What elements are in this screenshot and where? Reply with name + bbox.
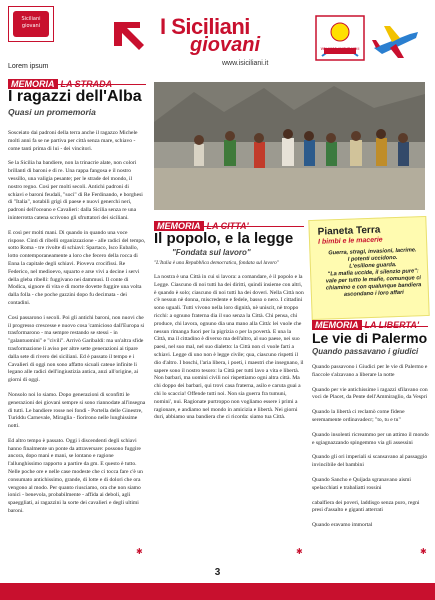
logo-caption: Lorem ipsum [8, 63, 49, 70]
airplane-icon [370, 18, 422, 64]
category-label: LA CITTA' [206, 221, 249, 231]
article2-body [154, 274, 304, 429]
paragraph: Quando insolenti ricreammo per un attimo il mondo e sgiagnazzando spingemmo via gli assessini [312, 431, 429, 446]
paragraph: E così per molti mani. Di quando in quando una voce rispose. Cinti di ribelli organizzazione - alle radici del tempo, sotto Roma - tre rivolte di schiavi: Spartaco, Isco Euballo, lotto contemporaneamente a loro che fecero della rocca di Enna la capitale degli schiavi. Pioveva crocifissi. Re Federico, nel medioevo, squarto e arse vivi a decine i servi della gleba ribelli: fuggivano nei dammusi. Il conte di Modica, signore di vita e di morte dovette fuggire una volta dalla folla - che poche gazzini dopo fu decimata - dei contadini. [8, 229, 146, 306]
paragraph: cabalfiera dei poveri, laddisgo senza puro, regni presi d'assalto e giganti atterrati [312, 499, 420, 514]
article1-subtitle: Quasi un promemoria [8, 107, 96, 117]
pianeta-terra-box [308, 216, 429, 320]
box-line: I potenti uccidono. [347, 255, 398, 263]
page-number: 3 [214, 567, 221, 578]
box-subtitle: I bimbi e le macerie [317, 236, 383, 246]
paragraph: Ed altro tempo è passato. Oggi i discendenti degli schiavi hanno finalmente un ponte da attraversare: possono fuggire ancora, dopo mani e mani, se lontano e ragione l'allunghissimo rapporto a partire da gm. E questo è tutto. Nelle poche ore e nelle case modeste che ci tocca fare c'è un consumato antichissimo, grande, di lotte e di dolori che ora vengono al modo. Per quanto riusciamo, ora che non siamo ionici - benevola, probabilmente - affida ai deboli, agli spaeggliati, ai ragazzini la sorte dei cavalieri e degli ultimi baroni. [8, 437, 143, 515]
paragraph: Quando gli ori imperiali si scansavano al passaggio invincibile del bambini [312, 454, 428, 469]
category-tag: MEMORIA [154, 221, 204, 231]
article2-quote: "L'Italia è una Repubblica democratica, fondata sul lavoro" [154, 260, 279, 266]
box-line: vale per tutto le mafie, comunque ci chiamino e con qualunque bandiera ascondano i loro affari [325, 275, 422, 298]
children-ruins-image [154, 82, 425, 210]
paragraph: Quando per vie antichissime i ragazzi sfilavano con voci de Placet, da Pente dell'Ammiraglio, da Vespri [312, 386, 428, 401]
end-mark-icon: ✱ [136, 547, 143, 556]
box-line: "La mafia uccide, il silenzio pure": [327, 268, 419, 278]
right-logo-text: VOLIAMO ANCHE NOI I SICILIANI GIOVANI [320, 47, 360, 55]
paragraph: Quando eravamo immortal [312, 522, 373, 529]
brand-title: I Siciliani [160, 14, 250, 39]
badge-logo-text: Siciliani giovani [21, 16, 41, 29]
box-line: Guerra, stragi, invasioni, lacrime. [328, 247, 417, 257]
box-text [322, 247, 424, 299]
siciliani-giovani-badge-logo [8, 6, 54, 42]
article3-subtitle: Quando passavano i giudici [312, 347, 419, 356]
website-link[interactable]: www.isiciliani.it [222, 60, 269, 67]
article2-subtitle: "Fondata sul lavoro" [172, 248, 251, 257]
end-mark-icon: ✱ [296, 547, 303, 556]
children-playing-photo [154, 82, 425, 210]
paragraph: Se la Sicilia ha bandiere, non la trinacrie alate, non colori brillanti di baroni e di re. Una rappa fangosa e il nostro vessillo, una valigia pesante; per le strade del mondo, il nostro regno. Così per molti secoli. Antichi padroni di schiavi e baroni feudali, "soci" di Re Ferdinando, e borghesi di "Italia", notabili grigi di paese e nuovi generchi neri, padroni dell'oceano e Cavalieri: dalla Sicilia senza re una ininterrotta catena scrivono gli sfruttatori dei siciliani. [8, 160, 143, 221]
paragraph: La nostra è una Città in cui si lavora: a comandare, è il popolo e la Legge. Ciascuno di noi tutti ha dei diritti, quindi insieme con altri, è quando è solo; ciascuno di noi tutti ha dei doveri. Nella Città non c'è nessun nè donna, miscredente e fedele, basso o nero. I cittadini sono uguali. Tutti vivono nella loro dignità, nè uniscit, nè troppo ricchi: a ognuno fraterna dia il suo senza la Città. Chi pensa, chi produce, chi lavora, ognuno dia una mano alla Città: lei vuole che nessun rimanga fuori per la pigrizia o per la povertà. E una la Città, ma il cittadino è diverso ma dell'altro, al suo paese, nei suo paesi, nel suo mal, nel suo dialetto: la Città non ci vuole farti a schiavi. Legge di uno non è legge civile; qua, ciascuno rispetti il dio d'altro. I boschi, l'aria libera, i poeti, i maestri che insegnano, il sapere sono il nostro tesoro: la Città per tutti lavo a vita e libertà. Non barbari, ma uomini civili noi rispettiamo ogni altra città. Ma chi doppo dei barbari, qui trovi casa fraterna, asilo e caruta guai a chi lo scaccia! Offende tutti noi. Non sia guerra fra tumuni, nomini', nui. Ragionate purtroppo non vogliamo essere i primi a ragionare, e andiamo nel mondo in amicizia e libertà. Nei giorni duri, abbiamo una bandiera che ci ricorda: siamo tua Città. [154, 274, 304, 421]
article3-category [312, 320, 419, 330]
box-title: Pianeta Terra [317, 224, 381, 238]
article2-title: Il popolo, e la legge [154, 230, 294, 247]
red-arrow-logo-icon [110, 18, 148, 56]
paragraph: Così passarono i secoli. Poi gli antichi baroni, non nuovi che il progresso crescesse e nuovo cosa 'camicioso dall'Europa si trasformarono - ma sempre restando se stessi - in "galantuomini" e "civili". Arrivò Garibaldi: ma un'altra sfide trasformazione li aviso per altre sette generazioni ai tipare dalla sete di rivero dei siciliani. Ed è passato il tempo e i Cavalieri di oggi non sono affatto sicuali cateue infinite li legano alle radici dell'ingiustizia antica, anzi all'origine, ai giorni di oggi. [8, 314, 145, 384]
article3-title: Le vie di Palermo [312, 330, 428, 346]
article3-body [312, 364, 430, 537]
category-label: LA STRADA [60, 79, 113, 89]
paragraph: Quando Sancho e Quijada sgranavano aismi spelacchiati e trabaliatti rossini [312, 476, 411, 491]
article1-body [8, 130, 146, 523]
end-mark-icon: ✱ [420, 547, 427, 556]
category-tag: MEMORIA [312, 320, 362, 330]
category-label: LA LIBERTA' [364, 320, 419, 330]
footer-bar [0, 583, 435, 600]
paragraph: Nonsolo noi lo siamo. Dopo generazioni di sconfitti le generazioni dei giovani sempre si sono riannodate all'insegna di tutti. Le bandiere rosse nei fondi - Portella delle Ginestre, Turiddu Carnevale, Miraglia - fiorirono nelle lunghissime notti. [8, 391, 146, 430]
paragraph: Quando passavono i Giudici per le vie di Palermo e fiaccole s'alzavano a liberare la notte [312, 364, 428, 378]
paragraph: Quando la libertà ci reclamò come fidene seremamente ordinavadecr; "to, tu e tu" [312, 409, 405, 423]
box-line: L'esilione guarda. [349, 262, 397, 270]
article1-title: I ragazzi dell'Alba [8, 88, 142, 105]
brand-subtitle: giovani [190, 34, 261, 56]
category-tag: MEMORIA [8, 79, 58, 89]
paragraph: Sosceiato dai padroni della terra anche il ragazzo Michele molti anni fa se ne partiva per città senza mare, schiavo - come tanti prima di lui - dei vincitori. [8, 130, 138, 152]
